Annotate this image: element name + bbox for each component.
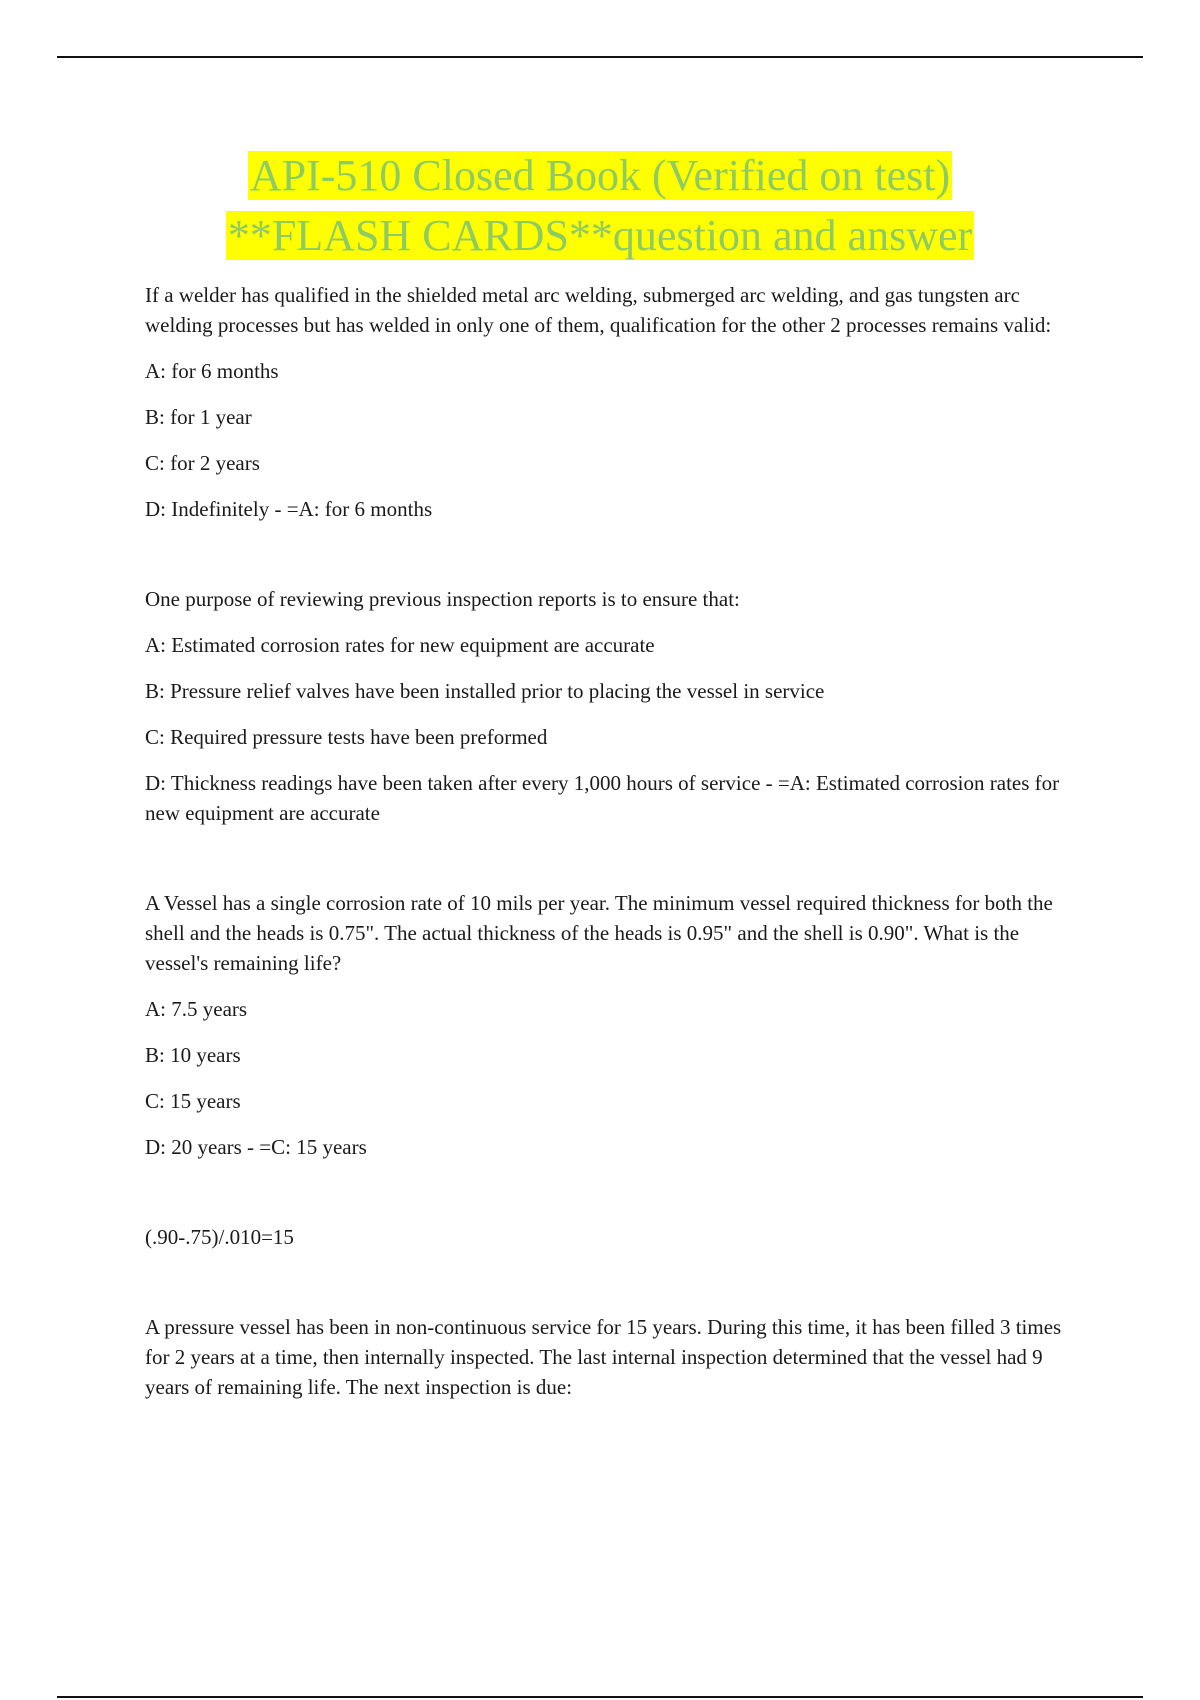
- option-a: A: 7.5 years: [145, 997, 248, 1021]
- top-rule: [57, 56, 1143, 58]
- flashcard-2: [145, 584, 1085, 828]
- flashcard-3: [145, 888, 1085, 1252]
- option-c: C: Required pressure tests have been preformed: [145, 725, 548, 749]
- answer-explanation: (.90-.75)/.010=15: [145, 1225, 294, 1249]
- option-d-answer: D: Indefinitely - =A: for 6 months: [145, 497, 433, 521]
- option-d-answer: D: Thickness readings have been taken after every 1,000 hours of service - =A: Estimated corrosion rates for new equipment are accurate: [145, 771, 1060, 825]
- title-line-2: **FLASH CARDS**question and answer: [227, 211, 973, 260]
- option-d-answer: D: 20 years - =C: 15 years: [145, 1135, 367, 1159]
- option-b: B: 10 years: [145, 1043, 241, 1067]
- option-b: B: Pressure relief valves have been installed prior to placing the vessel in service: [145, 679, 825, 703]
- question-text: A pressure vessel has been in non-continuous service for 15 years. During this time, it has been filled 3 times for 2 years at a time, then internally inspected. The last internal inspection determined that the vessel had 9 years of remaining life. The next inspection is due:: [145, 1315, 1062, 1399]
- option-a: A: Estimated corrosion rates for new equipment are accurate: [145, 633, 655, 657]
- flashcard-1: [145, 280, 1085, 524]
- flashcard-4: [145, 1312, 1085, 1402]
- option-c: C: for 2 years: [145, 451, 260, 475]
- question-text: If a welder has qualified in the shielded metal arc welding, submerged arc welding, and gas tungsten arc welding processes but has welded in only one of them, qualification for the other 2 processes remains valid:: [145, 283, 1052, 337]
- option-b: B: for 1 year: [145, 405, 252, 429]
- question-text: A Vessel has a single corrosion rate of 10 mils per year. The minimum vessel required thickness for both the shell and the heads is 0.75". The actual thickness of the heads is 0.95" and the shell is 0.90". What is the vessel's remaining life?: [145, 891, 1053, 975]
- option-c: C: 15 years: [145, 1089, 241, 1113]
- option-a: A: for 6 months: [145, 359, 279, 383]
- document-title: [0, 146, 1200, 266]
- document-body: [145, 280, 1085, 1418]
- title-line-1: API-510 Closed Book (Verified on test): [249, 151, 951, 200]
- question-text: One purpose of reviewing previous inspection reports is to ensure that:: [145, 587, 740, 611]
- bottom-rule: [57, 1696, 1143, 1698]
